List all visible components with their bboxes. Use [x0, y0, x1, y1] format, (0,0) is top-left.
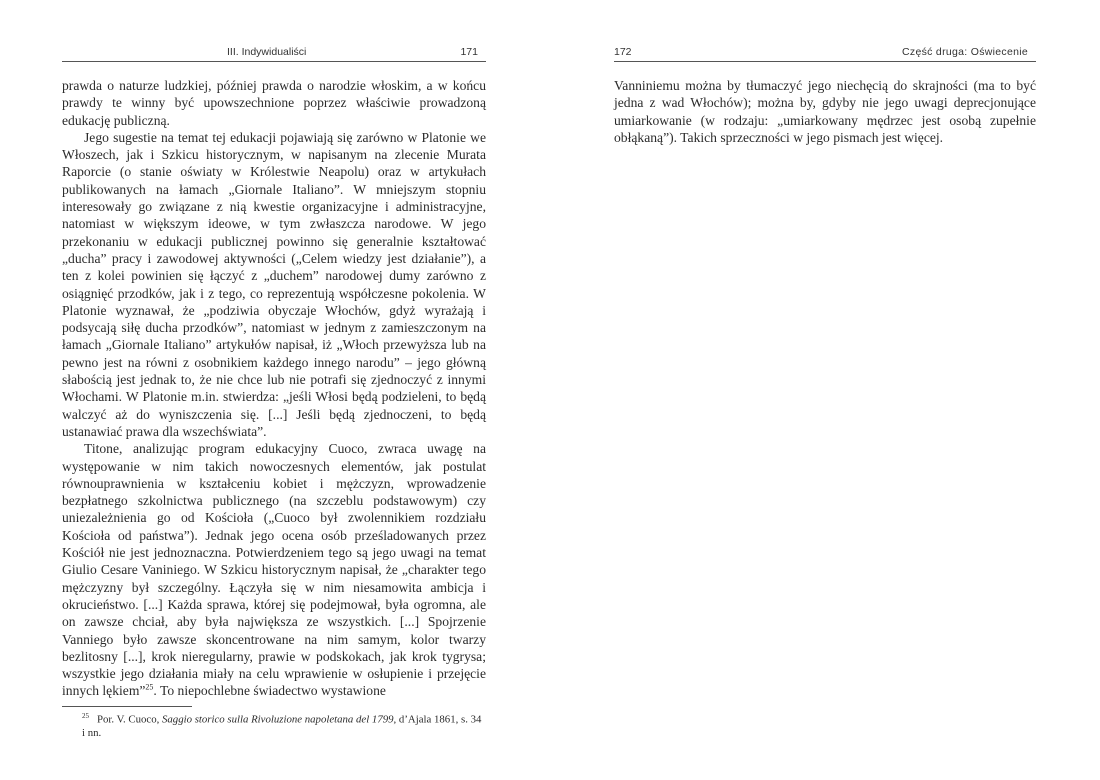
paragraph-2: Jego sugestie na temat tej edukacji pojawiają się zarówno w Platonie we Włoszech, jak i Szkicu historycznym, w napisanym na zlecenie Murata Raporcie (o stanie oświaty w Królestwie Neapolu) oraz w artykułach publikowanych na łamach „Giornale Italiano”. W mniejszym stopniu interesowały go związane z nią kwestie organizacyjne i administracyjne, natomiast w większym ideowe, w tym zwłaszcza narodowe. W jego przekonaniu w edukacji publicznej powinno się generalnie kształtować „ducha” pracy i zawodowej aktywności („Celem wiedzy jest działanie”), a ten z kolei powinien się łączyć z „duchem” narodowej dumy zarówno z osiągnięć przodków, jak i z tego, co reprezentują współczesne pokolenia. W Platonie wyznawał, że „podziwia obyczaje Włochów, gdyż wyrażają i podsycają siłę ducha przodków”, natomiast w jednym z zamieszczonym na łamach „Giornale Italiano” artykułów napisał, iż „Włoch przewyższa lub na pewno jest na równi z osobnikiem każdego innego narodu” – jego główną słabością jest jednak to, że nie chce lub nie potrafi się zjednoczyć z innymi Włochami. W Platonie m.in. stwierdza: „jeśli Włosi będą podzieleni, to będą walczyć aż do wyniszczenia się. [...] Jeśli będą zjednoczeni, to będą ustanawiać prawa dla wszechświata”.	[62, 129, 486, 439]
running-head-right	[614, 45, 1036, 62]
left-page-body	[62, 77, 486, 700]
footnote-text-before: Por. V. Cuoco,	[97, 713, 162, 726]
paragraph-3	[62, 440, 486, 699]
right-page-body	[614, 77, 1036, 146]
part-title: Część druga: Oświecenie	[902, 46, 1028, 58]
footnote-title: Saggio storico sulla Rivoluzione napoletana del 1799	[162, 713, 394, 726]
footnote-number: 25	[82, 712, 89, 720]
paragraph-3-tail: . To niepochlebne świadectwo wystawione	[153, 683, 386, 699]
chapter-title: III. Indywidualiści	[227, 46, 307, 58]
page-number-right: 172	[614, 46, 632, 58]
left-page	[62, 0, 486, 780]
footnote-reference: 25	[145, 682, 154, 692]
paragraph-3-text: Titone, analizując program edukacyjny Cuoco, zwraca uwagę na występowanie w nim takich nowoczesnych elementów, jak postulat równouprawnienia w kształceniu kobiet i mężczyzn, wprowadzenie bezpłatnego szkolnictwa publicznego (na szczeblu podstawowym) czy uniezależnienia go od Kościoła („Cuoco był zwolennikiem rozdziału Kościoła od państwa”). Jednak jego ocena osób prześladowanych przez Kościół nie jest jednoznaczna. Potwierdzeniem tego są jego uwagi na temat Giulio Cesare Vaniniego. W Szkicu historycznym napisał, że „charakter tego mężczyzny był szczególny. Łączyła się w nim niesamowita ambicja i okrucieństwo. [...] Każda sprawa, której się podejmował, była ogromna, ale on zawsze chciał, aby była największa ze wszystkich. [...] Spojrzenie Vanniego było zawsze skoncentrowane na nim samym, kolor twarzy bezlitosny [...], krok nieregularny, prawie w podskokach, jak krok tygrysa; wszystkie jego działania miały na celu wprawienie w osłupienie i przejęcie innych lękiem”	[62, 441, 486, 699]
running-head-left	[62, 45, 486, 62]
footnote-text-after: , d’Ajala 1861, s. 34 i nn.	[82, 713, 482, 739]
paragraph-1: prawda o naturze ludzkiej, później prawda o narodzie włoskim, a w końcu prawdy te winny być upowszechnione poprzez właściwie prowadzoną edukację publiczną.	[62, 78, 486, 128]
footnote-divider	[62, 706, 192, 707]
footnote	[82, 710, 486, 740]
page-number-left: 171	[460, 46, 478, 58]
right-page	[614, 0, 1036, 780]
right-paragraph-1: Vanniniemu można by tłumaczyć jego niechęcią do skrajności (ma to być jedna z wad Włochów); można by, gdyby nie jego uwagi deprecjonujące umiarkowanie (w rodzaju: „umiarkowany mędrzec jest osobą zupełnie obłąkaną”). Takich sprzeczności w jego pismach jest więcej.	[614, 78, 1036, 145]
